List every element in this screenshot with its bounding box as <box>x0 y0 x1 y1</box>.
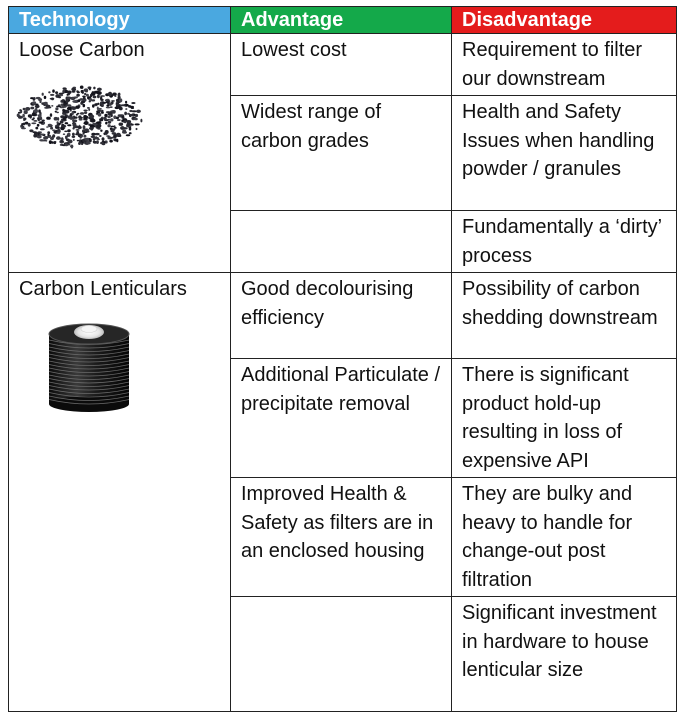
header-disadvantage: Disadvantage <box>452 7 677 34</box>
advantage-cell: Improved Health & Safety as filters are in an enclosed housing <box>231 478 452 597</box>
disadvantage-cell: Possibility of carbon shedding downstream <box>452 273 677 359</box>
disadvantage-cell: Health and Safety Issues when handling powder / granules <box>452 96 677 211</box>
disadvantage-cell: Requirement to filter our downstream <box>452 34 677 96</box>
table-row <box>9 273 677 359</box>
advantage-cell: Lowest cost <box>231 34 452 96</box>
filter-cap-top <box>81 325 97 332</box>
technology-cell-loose-carbon <box>9 34 231 273</box>
advantage-cell: Additional Particulate / precipitate removal <box>231 359 452 478</box>
advantage-cell: Widest range of carbon grades <box>231 96 452 211</box>
advantage-cell <box>231 597 452 712</box>
disadvantage-cell: Fundamentally a ‘dirty’ process <box>452 211 677 273</box>
table-row <box>9 34 677 96</box>
technology-name: Carbon Lenticulars <box>19 278 187 300</box>
disadvantage-cell: They are bulky and heavy to handle for change-out post filtration <box>452 478 677 597</box>
advantage-cell <box>231 211 452 273</box>
disadvantage-cell: Significant investment in hardware to house lenticular size <box>452 597 677 712</box>
technology-name: Loose Carbon <box>19 39 145 61</box>
header-technology: Technology <box>9 7 231 34</box>
advantage-cell: Good decolourising efficiency <box>231 273 452 359</box>
header-row <box>9 7 677 34</box>
header-advantage: Advantage <box>231 7 452 34</box>
lenticular-filter-image <box>39 316 139 416</box>
technology-cell-carbon-lenticulars <box>9 273 231 712</box>
disadvantage-cell: There is significant product hold-up resulting in loss of expensive API <box>452 359 677 478</box>
comparison-table <box>8 6 677 712</box>
carbon-granules-image <box>15 77 145 157</box>
